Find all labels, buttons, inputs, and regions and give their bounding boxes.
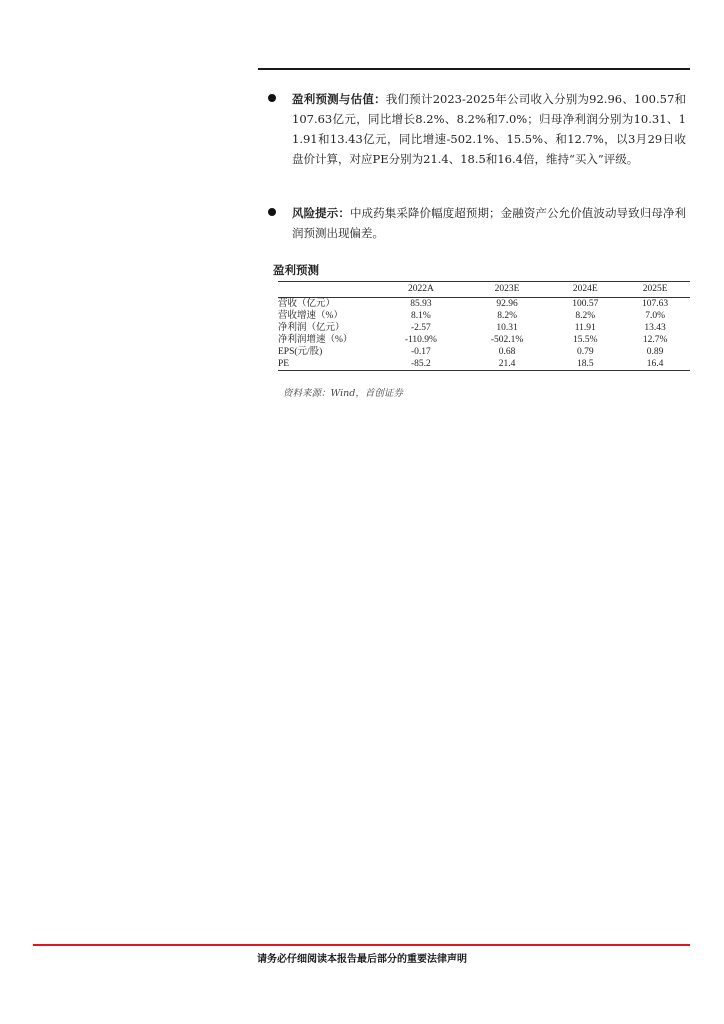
header-cell: 2023E	[464, 282, 551, 298]
table-cell: 0.89	[646, 347, 664, 357]
row-label: PE	[278, 358, 378, 371]
row-label: 净利润（亿元）	[278, 323, 345, 333]
table-cell: 8.2%	[575, 311, 596, 321]
table-cell: 85.93	[410, 299, 432, 309]
bullet-title: 风险提示：	[292, 206, 350, 220]
forecast-valuation-bullet	[268, 89, 686, 169]
bullet-body: 我们预计2023-2025年公司收入分别为92.96、100.57和107.63亿元，同比增长8.2%、8.2%和7.0%；归母净利润分别为10.31、11.91和13.43亿元，同比增速-502.1%、15.5%、和12.7%，以3月29日收盘价计算，对应PE分别为21.4、18.5和16.4倍，维持“买入”评级。	[292, 92, 687, 166]
table-row	[278, 346, 690, 358]
bullet-title: 盈利预测与估值：	[292, 92, 386, 106]
table-source-note: 资料来源：Wind，首创证券	[283, 388, 403, 399]
table-cell: -0.17	[410, 347, 431, 357]
table-cell: 12.7%	[642, 335, 668, 345]
table-cell: -110.9%	[404, 335, 437, 345]
row-label: 营收增速（%）	[278, 311, 343, 321]
table-cell: -2.57	[410, 323, 431, 333]
table-cell: 13.43	[644, 323, 666, 333]
bullet-text	[292, 203, 686, 243]
table-cell: 0.79	[576, 347, 594, 357]
table-cell: 107.63	[642, 299, 669, 309]
table-header-row	[278, 282, 690, 298]
bullet-dot-icon	[268, 208, 276, 216]
table-cell: 0.68	[498, 347, 516, 357]
row-label: 营收（亿元）	[278, 299, 336, 309]
table-cell: 8.1%	[410, 311, 431, 321]
table-cell: 8.2%	[497, 311, 517, 321]
table-cell: 16.4	[620, 358, 690, 371]
bullet-body: 中成药集采降价幅度超预期；金融资产公允价值波动导致归母净利润预测出现偏差。	[292, 206, 687, 240]
table-cell: 15.5%	[573, 335, 598, 345]
top-divider	[258, 68, 690, 70]
header-cell: 2025E	[620, 282, 690, 298]
bullet-text	[292, 89, 686, 169]
header-cell: 2022A	[378, 282, 464, 298]
row-label: EPS(元/股)	[278, 347, 323, 357]
table-row	[278, 298, 690, 311]
table-row	[278, 358, 690, 371]
header-cell	[278, 282, 378, 298]
table-cell: -502.1%	[490, 335, 524, 345]
table-row	[278, 322, 690, 334]
table-caption: 盈利预测	[273, 263, 319, 277]
table-row	[278, 310, 690, 322]
table-row	[278, 334, 690, 346]
table-cell: 18.5	[550, 358, 620, 371]
table-cell: 100.57	[572, 299, 599, 309]
row-label: 净利润增速（%）	[278, 335, 353, 345]
table-cell: 21.4	[464, 358, 551, 371]
table-cell: 7.0%	[645, 311, 665, 321]
table-cell: 11.91	[574, 323, 596, 333]
table-cell: 92.96	[496, 299, 518, 309]
earnings-forecast-table	[278, 281, 690, 371]
bullet-dot-icon	[268, 94, 276, 102]
footer-divider	[33, 944, 690, 946]
risk-warning-bullet	[268, 203, 686, 243]
legal-disclaimer: 请务必仔细阅读本报告最后部分的重要法律声明	[257, 954, 467, 965]
header-cell: 2024E	[550, 282, 620, 298]
table-cell: -85.2	[378, 358, 464, 371]
table-cell: 10.31	[496, 323, 518, 333]
